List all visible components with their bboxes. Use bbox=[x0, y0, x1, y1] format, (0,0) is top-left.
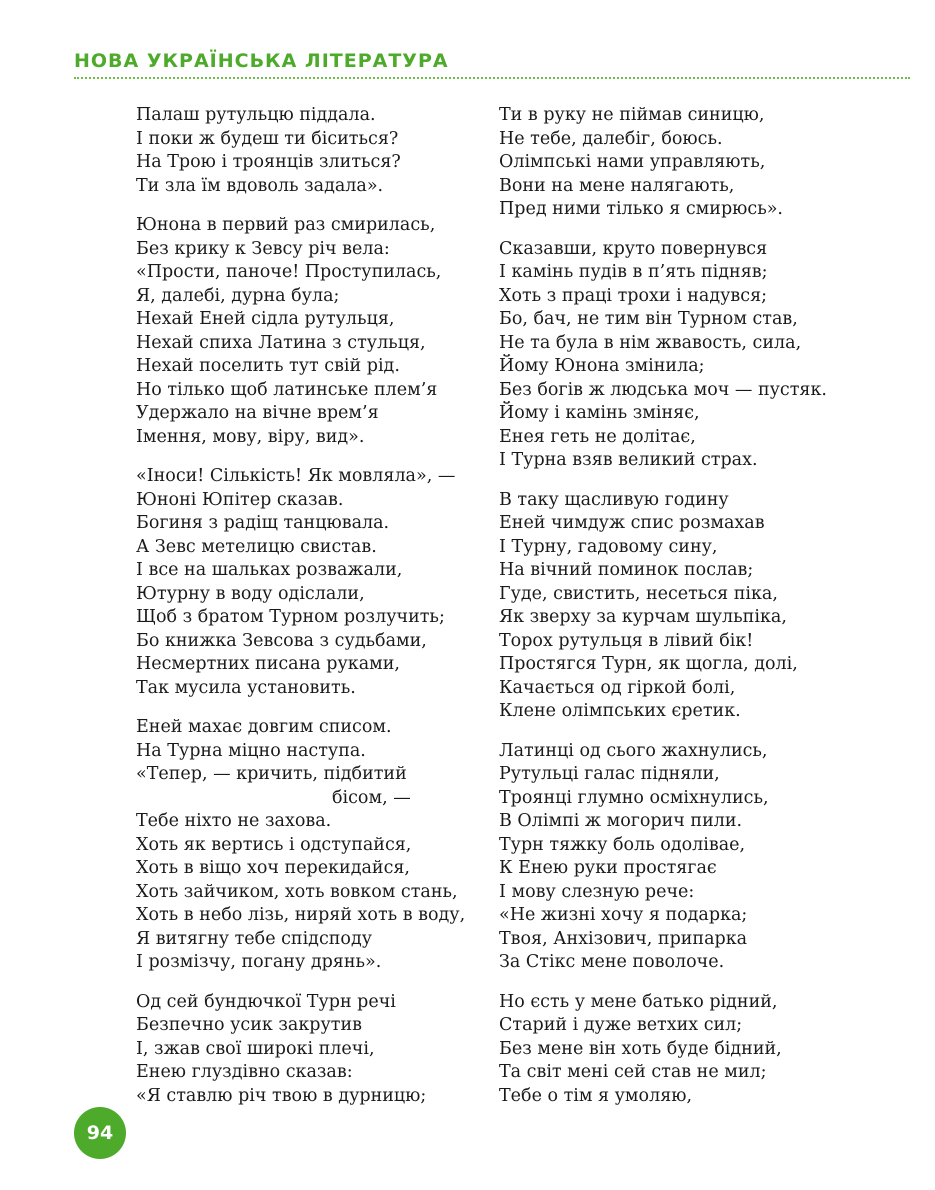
verse-line: Нехай спиха Латина з стульця, bbox=[136, 332, 426, 353]
verse-line: Без богів ж людська моч — пустяк. bbox=[499, 379, 827, 400]
verse-line: За Стікс мене поволоче. bbox=[499, 952, 725, 972]
verse-line: І Турна взяв великий страх. bbox=[499, 450, 758, 470]
stanza bbox=[136, 465, 465, 700]
verse-line: Та світ мені сей став не мил; bbox=[499, 1062, 767, 1082]
verse-line: А Зевс метелицю свистав. bbox=[136, 536, 377, 557]
verse-line: Еней махає довгим списом. bbox=[136, 717, 392, 737]
verse-line: Ютурну в воду одіслали, bbox=[136, 583, 365, 604]
verse-line: К Енею руки простягає bbox=[499, 858, 717, 878]
verse-line: Торох рутульця в лівий бік! bbox=[499, 630, 754, 651]
verse-line: І камінь пудів в п’ять підняв; bbox=[499, 262, 768, 282]
verse-line: Простягся Турн, як щогла, долі, bbox=[499, 654, 798, 674]
verse-line: Троянці глумно осміхнулись, bbox=[499, 787, 769, 808]
verse-line: Бо, бач, не тим він Турном став, bbox=[499, 309, 798, 329]
verse-line: Юноні Юпітер сказав. bbox=[136, 489, 344, 510]
verse-line: Йому Юнона змінила; bbox=[499, 356, 705, 376]
verse-line: Я, далебі, дурна була; bbox=[136, 285, 340, 306]
verse-line: Без мене він хоть буде бідний, bbox=[499, 1038, 782, 1059]
verse-line: Ти в руку не піймав синицю, bbox=[499, 105, 765, 125]
verse-line: Рутульці галас підняли, bbox=[499, 764, 720, 784]
verse-line: І поки ж будеш ти біситься? bbox=[136, 128, 399, 149]
verse-line: «Прости, паноче! Проступилась, bbox=[136, 262, 442, 282]
verse-line: Йому і камінь зміняє, bbox=[499, 403, 700, 423]
verse-line: Сказавши, круто повернувся bbox=[499, 238, 768, 259]
verse-line: Од сей бундючкої Турн речі bbox=[136, 991, 396, 1012]
verse-line: Енею глуздівно сказав: bbox=[136, 1062, 353, 1082]
stanza bbox=[136, 991, 465, 1109]
verse-line: «Не жизні хочу я подарка; bbox=[499, 905, 748, 925]
verse-line: Качається од гіркой болі, bbox=[499, 677, 736, 698]
verse-line: На вічний поминок послав; bbox=[499, 560, 754, 580]
verse-line: Імення, мову, віру, вид». bbox=[136, 426, 365, 447]
verse-line: бісом, — bbox=[332, 787, 411, 808]
stanza bbox=[136, 214, 465, 449]
verse-line: Я витягну тебе спідсподу bbox=[136, 928, 373, 949]
verse-line: Клене олімпських єретик. bbox=[499, 701, 741, 721]
verse-line: Бо книжка Зевсова з судьбами, bbox=[136, 630, 427, 651]
stanza bbox=[136, 716, 465, 975]
verse-line: Тебе о тім я умоляю, bbox=[499, 1085, 693, 1106]
verse-line: Несмертних писана руками, bbox=[136, 654, 400, 674]
page-number-badge: 94 bbox=[74, 1107, 126, 1159]
verse-line: Еней чимдуж спис розмахав bbox=[499, 513, 765, 533]
verse-line: На Трою і троянців злиться? bbox=[136, 152, 401, 172]
stanza bbox=[499, 238, 827, 473]
verse-line: Нехай Еней сідла рутульця, bbox=[136, 309, 395, 329]
verse-line: «Я ставлю річ твою в дурницю; bbox=[136, 1085, 427, 1106]
verse-line: Хоть з праці трохи і надувся; bbox=[499, 285, 768, 306]
stanza bbox=[499, 991, 827, 1109]
verse-line: Без крику к Зевсу річ вела: bbox=[136, 238, 390, 259]
verse-line: На Турна міцно наступа. bbox=[136, 740, 366, 761]
verse-line: Твоя, Анхізович, припарка bbox=[499, 928, 748, 949]
verse-line: Турн тяжку боль одолівае, bbox=[499, 834, 746, 855]
verse-line: Хоть в віщо хоч перекидайся, bbox=[136, 858, 410, 878]
verse-line: Так мусила установить. bbox=[136, 677, 356, 698]
poem-column-right bbox=[499, 104, 827, 1124]
verse-line: Безпечно усик закрутив bbox=[136, 1015, 362, 1035]
verse-line: І мову слезную рече: bbox=[499, 881, 695, 902]
verse-line: Щоб з братом Турном розлучить; bbox=[136, 607, 445, 627]
verse-line: І, зжав свої широкі плечі, bbox=[136, 1038, 375, 1059]
verse-line: Тебе ніхто не захова. bbox=[136, 811, 332, 831]
verse-line: Енея геть не долітає, bbox=[499, 426, 696, 447]
verse-line: Пред ними тілько я смирюсь». bbox=[499, 199, 783, 219]
stanza bbox=[136, 104, 465, 198]
verse-line: І Турну, гадовому сину, bbox=[499, 536, 718, 557]
stanza bbox=[499, 740, 827, 975]
verse-line: Вони на мене налягають, bbox=[499, 175, 735, 196]
verse-line: В Олімпі ж могорич пили. bbox=[499, 811, 743, 831]
section-title: НОВА УКРАЇНСЬКА ЛІТЕРАТУРА bbox=[74, 50, 449, 72]
verse-line: Старий і дуже ветхих сил; bbox=[499, 1015, 743, 1035]
verse-line: Латинці од сього жахнулись, bbox=[499, 740, 768, 761]
stanza bbox=[499, 104, 827, 222]
verse-line: Ти зла їм вдоволь задала». bbox=[136, 175, 384, 196]
verse-line: І розмізчу, погану дрянь». bbox=[136, 952, 382, 972]
verse-line: Юнона в первий раз смирилась, bbox=[136, 215, 436, 235]
verse-line: Олімпські нами управляють, bbox=[499, 152, 766, 172]
verse-line: Богиня з радіщ танцювала. bbox=[136, 513, 390, 533]
verse-line: Нехай поселить тут свій рід. bbox=[136, 356, 400, 376]
verse-line: Не тебе, далебіг, боюсь. bbox=[499, 128, 723, 149]
verse-line: І все на шальках розважали, bbox=[136, 560, 403, 580]
verse-line: Не та була в нім жвавость, сила, bbox=[499, 332, 802, 353]
verse-line: Як зверху за курчам шульпіка, bbox=[499, 607, 787, 627]
verse-line: В таку щасливую годину bbox=[499, 489, 729, 510]
verse-line: «Іноси! Сількість! Як мовляла», — bbox=[136, 466, 456, 486]
verse-line: Удержало на вічне врем’я bbox=[136, 403, 379, 423]
verse-line: Хоть зайчиком, хоть вовком стань, bbox=[136, 881, 458, 902]
stanza bbox=[499, 489, 827, 724]
verse-line: Но тілько щоб латинське плем’я bbox=[136, 379, 438, 400]
poem-column-left bbox=[136, 104, 465, 1124]
verse-line: Гуде, свистить, несеться піка, bbox=[499, 583, 778, 604]
verse-line: Но єсть у мене батько рідний, bbox=[499, 991, 778, 1012]
verse-line: Хоть як вертись і одступайся, bbox=[136, 834, 412, 855]
dotted-divider bbox=[74, 77, 910, 79]
verse-line: Хоть в небо лізь, ниряй хоть в воду, bbox=[136, 905, 466, 925]
verse-line: «Тепер, — кричить, підбитий bbox=[136, 764, 407, 784]
verse-line: Палаш рутульцю піддала. bbox=[136, 105, 376, 125]
